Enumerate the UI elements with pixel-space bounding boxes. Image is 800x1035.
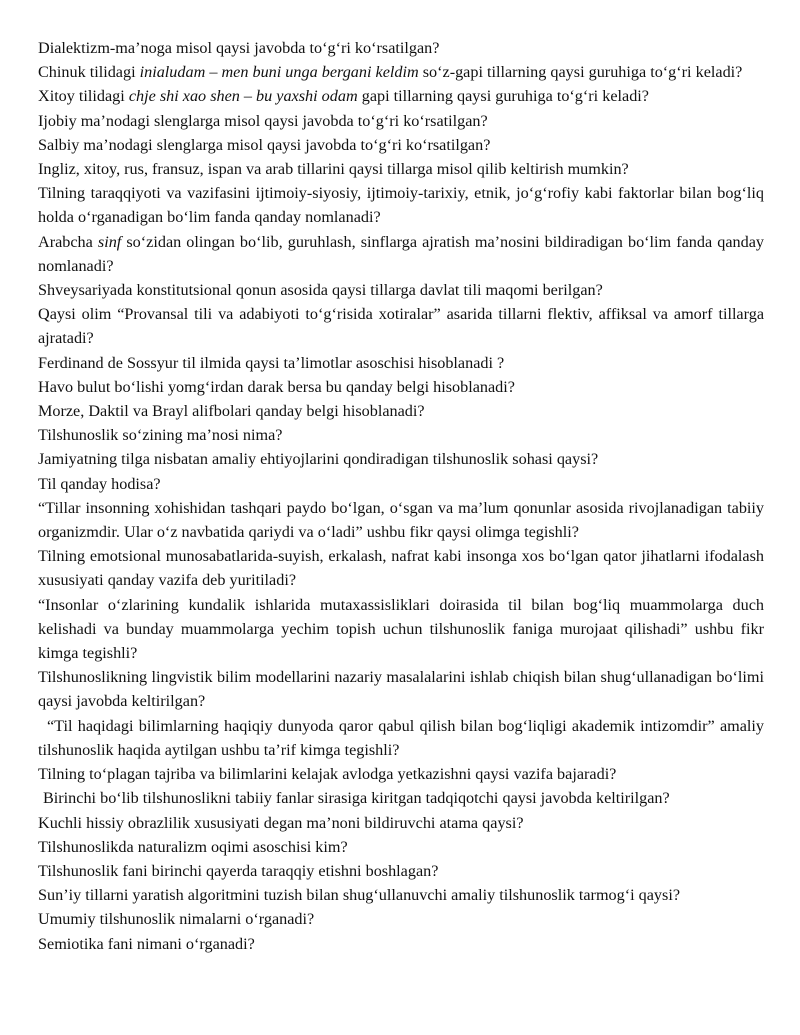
question-text-pre: Chinuk tilidagi — [38, 63, 140, 82]
question-line: Til qanday hodisa? — [38, 474, 161, 493]
question-text-post: gapi tillarning qaysi guruhiga to‘g‘ri keladi? — [357, 87, 649, 106]
question-line: Tilshunoslik fani birinchi qayerda taraqqiy etishni boshlagan? — [38, 861, 439, 880]
question-line: Tilshunoslikda naturalizm oqimi asoschisi kim? — [38, 837, 348, 856]
question-line: Qaysi olim “Provansal tili va adabiyoti to‘g‘risida xotiralar” asarida tillarni flektiv, affiksal va amorf tillarga ajratadi? — [38, 305, 764, 348]
question-text-pre: Xitoy tilidagi — [38, 87, 129, 106]
question-line: Semiotika fani nimani o‘rganadi? — [38, 934, 255, 953]
question-line: Umumiy tilshunoslik nimalarni o‘rganadi? — [38, 910, 315, 929]
question-line: Jamiyatning tilga nisbatan amaliy ehtiyojlarini qondiradigan tilshunoslik sohasi qaysi? — [38, 450, 599, 469]
question-line: Shveysariyada konstitutsional qonun asosida qaysi tillarga davlat tili maqomi berilgan? — [38, 281, 603, 300]
question-line — [38, 60, 764, 84]
question-line: Tilshunoslikning lingvistik bilim modellarini nazariy masalalarini ishlab chiqish bilan shug‘ullanadigan bo‘limi qaysi javobda keltirilgan? — [38, 668, 764, 711]
question-line: Dialektizm-ma’noga misol qaysi javobda to‘g‘ri ko‘rsatilgan? — [38, 39, 440, 57]
question-line: “Til haqidagi bilimlarning haqiqiy dunyoda qaror qabul qilish bilan bog‘liqligi akademik intizomdir” amaliy tilshunoslik haqida aytilgan ushbu ta’rif kimga tegishli? — [38, 716, 764, 759]
question-line: Ijobiy ma’nodagi slenglarga misol qaysi javobda to‘g‘ri ko‘rsatilgan? — [38, 111, 488, 130]
question-line: Kuchli hissiy obrazlilik xususiyati degan ma’noni bildiruvchi atama qaysi? — [38, 813, 524, 832]
question-line: Salbiy ma’nodagi slenglarga misol qaysi javobda to‘g‘ri ko‘rsatilgan? — [38, 135, 491, 154]
question-line: “Tillar insonning xohishidan tashqari paydo bo‘lgan, o‘sgan va ma’lum qonunlar asosida rivojlanadigan tabiiy organizmdir. Ular o‘z navbatida qariydi va o‘ladi” ushbu fikr qaysi olimga tegishli? — [38, 498, 764, 542]
question-example-italic: sinf — [97, 232, 122, 251]
question-line: Tilshunoslik so‘zining ma’nosi nima? — [38, 426, 283, 445]
question-line: Birinchi bo‘lib tilshunoslikni tabiiy fanlar sirasiga kiritgan tadqiqotchi qaysi javobda keltirilgan? — [43, 789, 670, 808]
question-line — [38, 84, 764, 108]
question-text-pre: Arabcha — [38, 232, 98, 251]
question-line: Tilning taraqqiyoti va vazifasini ijtimoiy-siyosiy, ijtimoiy-tarixiy, etnik, jo‘g‘rofiy kabi faktorlar bilan bog‘liq holda o‘rganadigan bo‘lim fanda qanday nomlanadi? — [38, 184, 764, 227]
question-line: Sun’iy tillarni yaratish algoritmini tuzish bilan shug‘ullanuvchi amaliy tilshunoslik tarmog‘i qaysi? — [38, 886, 681, 905]
question-list — [38, 36, 764, 956]
question-text-post: so‘z-gapi tillarning qaysi guruhiga to‘g‘ri keladi? — [418, 63, 743, 82]
question-line — [38, 230, 764, 278]
question-line: Havo bulut bo‘lishi yomg‘irdan darak bersa bu qanday belgi hisoblanadi? — [38, 377, 515, 396]
question-line: Ingliz, xitoy, rus, fransuz, ispan va arab tillarini qaysi tillarga misol qilib keltirish mumkin? — [38, 160, 629, 179]
question-line: Tilning emotsional munosabatlarida-suyish, erkalash, nafrat kabi insonga xos bo‘lgan qator jihatlarni ifodalash xususiyati qanday vazifa deb yuritiladi? — [38, 547, 764, 590]
question-line: Ferdinand de Sossyur til ilmida qaysi ta’limotlar asoschisi hisoblanadi ? — [38, 353, 505, 372]
question-example-italic: chje shi xao shen – bu yaxshi odam — [128, 87, 358, 106]
question-line: Tilning to‘plagan tajriba va bilimlarini kelajak avlodga yetkazishni qaysi vazifa bajaradi? — [38, 765, 617, 784]
question-line: “Insonlar o‘zlarining kundalik ishlarida mutaxassisliklari doirasida til bilan bog‘liq muammolarga duch kelishadi va bunday muammolarga yechim topish uchun tilshunoslik faniga murojaat qilishadi” ushbu fikr kimga tegishli? — [38, 595, 764, 663]
question-line: Morze, Daktil va Brayl alifbolari qanday belgi hisoblanadi? — [38, 402, 425, 421]
question-example-italic: inialudam – men buni unga bergani keldim — [139, 63, 419, 82]
question-text-post: so‘zidan olingan bo‘lib, guruhlash, sinflarga ajratish ma’nosini bildiradigan bo‘lim fanda qanday nomlanadi? — [38, 232, 764, 275]
